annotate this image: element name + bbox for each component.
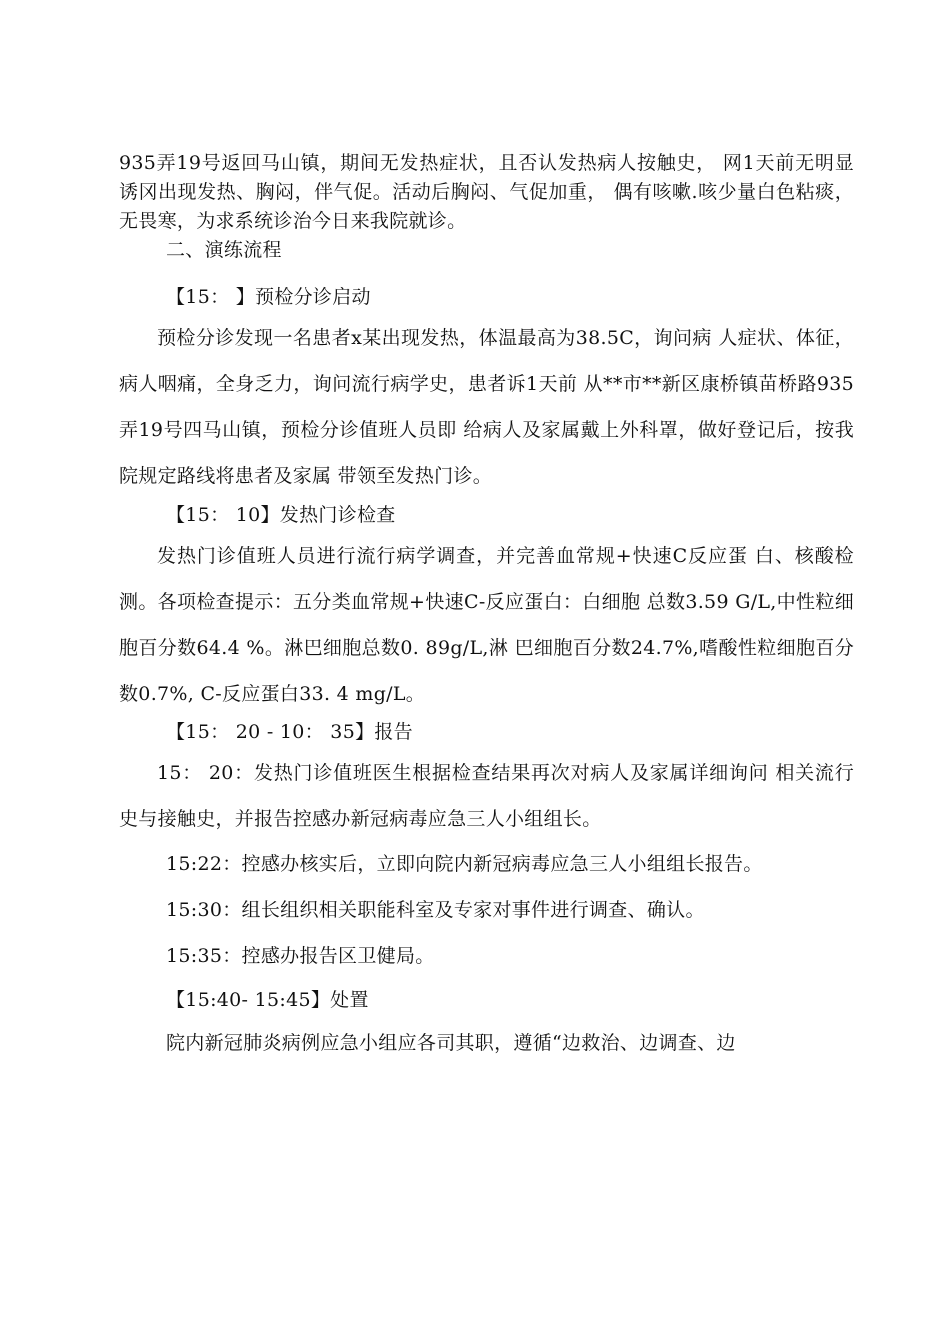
disposal-paragraph: 院内新冠肺炎病例应急小组应各司其职，遵循“边救治、边调查、边 <box>166 1032 736 1054</box>
time-heading-triage: 【15： 】预检分诊启动 <box>166 286 371 308</box>
continued-case-paragraph: 935弄19号返回马山镇，期间无发热症状，且否认发热病人按触史， 网1天前无明显诱冈出现发热、胸闷，伴气促。活动后胸闷、气促加重， 偶有咳嗽.咳少量白色粘痰，无畏寒，为求系统诊治今日来我院就诊。 <box>119 152 854 232</box>
report-paragraph: 15： 20：发热门诊值班医生根据检查结果再次对病人及家属详细询问 相关流行史与接触史，并报告控感办新冠病毒应急三人小组组长。 <box>119 762 854 830</box>
section-heading-drill-process: 二、演练流程 <box>166 239 282 261</box>
triage-paragraph: 预检分诊发现一名患者x某出现发热，体温最高为38.5C，询问病 人症状、体征，病人咽痛，全身乏力，询问流行病学史，患者诉1天前 从**市**新区康桥镇苗桥路935弄19号四马山镇，预检分诊值班人员即 给病人及家属戴上外科罩，做好登记后，按我院规定路线将患者及家属 带领至发热门诊。 <box>119 327 854 487</box>
time-heading-disposal: 【15:40- 15:45】处置 <box>166 989 369 1011</box>
report-step-1522: 15:22：控感办核实后，立即向院内新冠病毒应急三人小组组长报告。 <box>166 853 763 875</box>
time-heading-fever-clinic: 【15： 10】发热门诊检查 <box>166 504 396 526</box>
fever-clinic-paragraph: 发热门诊值班人员进行流行病学调查，并完善血常规+快速C反应蛋 白、核酸检测。各项检查提示：五分类血常规+快速C-反应蛋白：白细胞 总数3.59 G/L,中性粒细胞百分数64.4 %。淋巴细胞总数0. 89g/L,淋 巴细胞百分数24.7%,嗜酸性粒细胞百分数0.7%, C-反应蛋白33. 4 mg/L。 <box>119 545 854 705</box>
report-step-1530: 15:30：组长组织相关职能科室及专家对事件进行调查、确认。 <box>166 899 705 921</box>
time-heading-report: 【15： 20 - 10： 35】报告 <box>166 721 413 743</box>
report-step-1535: 15:35：控感办报告区卫健局。 <box>166 945 435 967</box>
